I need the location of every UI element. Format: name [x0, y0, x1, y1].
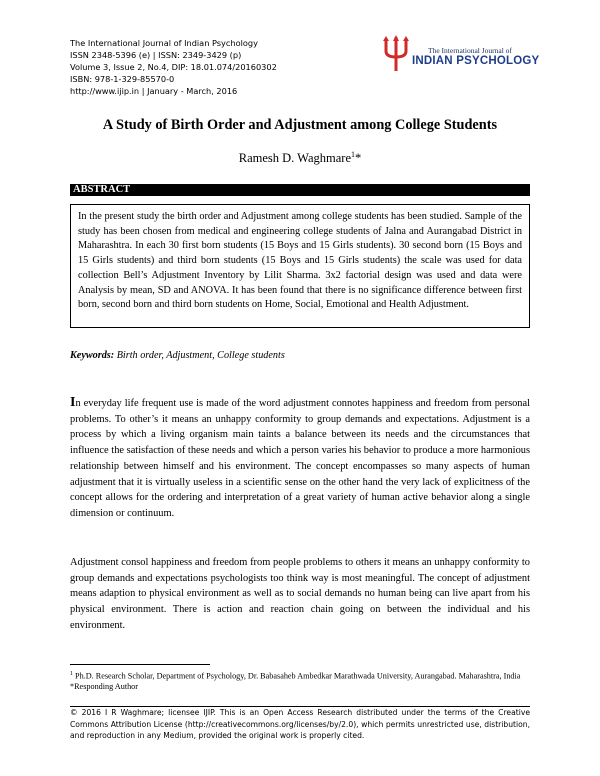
body-paragraph-2: Adjustment consol happiness and freedom from people problems to others it means an unhappy conformity to group demands and expectations psychologists too think way is most meaningful. The concept of adjustment means adaption to physical environment as well as to social demands no human being can live apart from his physical environment. There is action and reaction chain going on between the individual and his environment. — [70, 557, 530, 631]
footnote-text: Ph.D. Research Scholar, Department of Psychology, Dr. Babasaheb Ambedkar Marathwada University, Aurangabad. Maharashtra, India — [75, 671, 521, 681]
logo-line2: INDIAN PSYCHOLOGY — [412, 55, 540, 67]
abstract-heading: ABSTRACT — [70, 184, 530, 196]
journal-header — [70, 37, 277, 97]
author-affiliation-mark: 1 — [351, 150, 356, 159]
journal-name: The International Journal of Indian Psychology — [70, 38, 258, 48]
trident-logo-icon — [382, 35, 410, 73]
drop-cap: I — [70, 395, 76, 410]
author-star: * — [355, 151, 362, 166]
keywords-label: Keywords: — [70, 350, 115, 361]
copyright-notice: © 2016 I R Waghmare; licensee IJIP. This is an Open Access Research distributed under the terms of the Creative Commons Attribution License (http://creativecommons.org/licenses/by/2.0), which permits unrestricted use, distribution, and reproduction in any Medium, provided the original work is properly cited. — [70, 708, 530, 740]
footnote-affiliation — [70, 669, 530, 682]
author-name: Ramesh D. Waghmare — [238, 151, 352, 166]
author-line — [0, 150, 600, 166]
keywords-value: Birth order, Adjustment, College students — [116, 350, 285, 361]
footnote-divider — [70, 664, 210, 665]
volume-line: Volume 3, Issue 2, No.4, DIP: 18.01.074/20160302 — [70, 62, 277, 72]
journal-logo — [382, 35, 542, 75]
logo-line1: The International Journal of — [428, 46, 512, 55]
abstract-text: In the present study the birth order and Adjustment among college students has been studied. Sample of the study has been chosen from medical and engineering college students of Jalna and Aurangabad District in Maharashtra. In each 30 first born students (15 Boys and 15 Girls students). 30 second born (15 Boys and 15 Girls students) and third born students (15 Boys and 15 Girls students) the scale was used for data collection Bell’s Adjustment Inventory by Lilit Sharma. 3x2 factorial design was used and data were Analysis by mean, SD and ANOVA. It has been found that there is no significance difference between first born, second born and third born students on Home, Social, Emotional and Health Adjustment. — [70, 204, 530, 328]
isbn-line: ISBN: 978-1-329-85570-0 — [70, 74, 175, 84]
keywords — [70, 350, 285, 361]
body-paragraph-1-text: n everyday life frequent use is made of the word adjustment connotes happiness and freedom from personal problems. To other’s it means an unhappy conformity to group demands and expectations. Adjustment is a process by which a living organism main taints a balance between its needs and the circumstances that influence the satisfaction of these needs and which a person varies his behavior to produce a more harmonious relationship between himself and his environment. The concept encompasses so many aspects of human adjustment that it is virtually useless in a scientific sense on the other hand the very lack of explicitness of the concept allows for the ordering and interpretation of a great variety of human active behavior along a single dimension or continuum. — [70, 398, 530, 519]
paper-title: A Study of Birth Order and Adjustment among College Students — [102, 117, 498, 133]
footnote-corresponding: *Responding Author — [70, 681, 139, 691]
url-date-line: http://www.ijip.in | January - March, 2016 — [70, 86, 238, 96]
footnote-mark: 1 — [70, 671, 73, 677]
issn-line: ISSN 2348-5396 (e) | ISSN: 2349-3429 (p) — [70, 50, 242, 60]
body-paragraph-1 — [70, 395, 530, 522]
footnote — [70, 669, 530, 692]
